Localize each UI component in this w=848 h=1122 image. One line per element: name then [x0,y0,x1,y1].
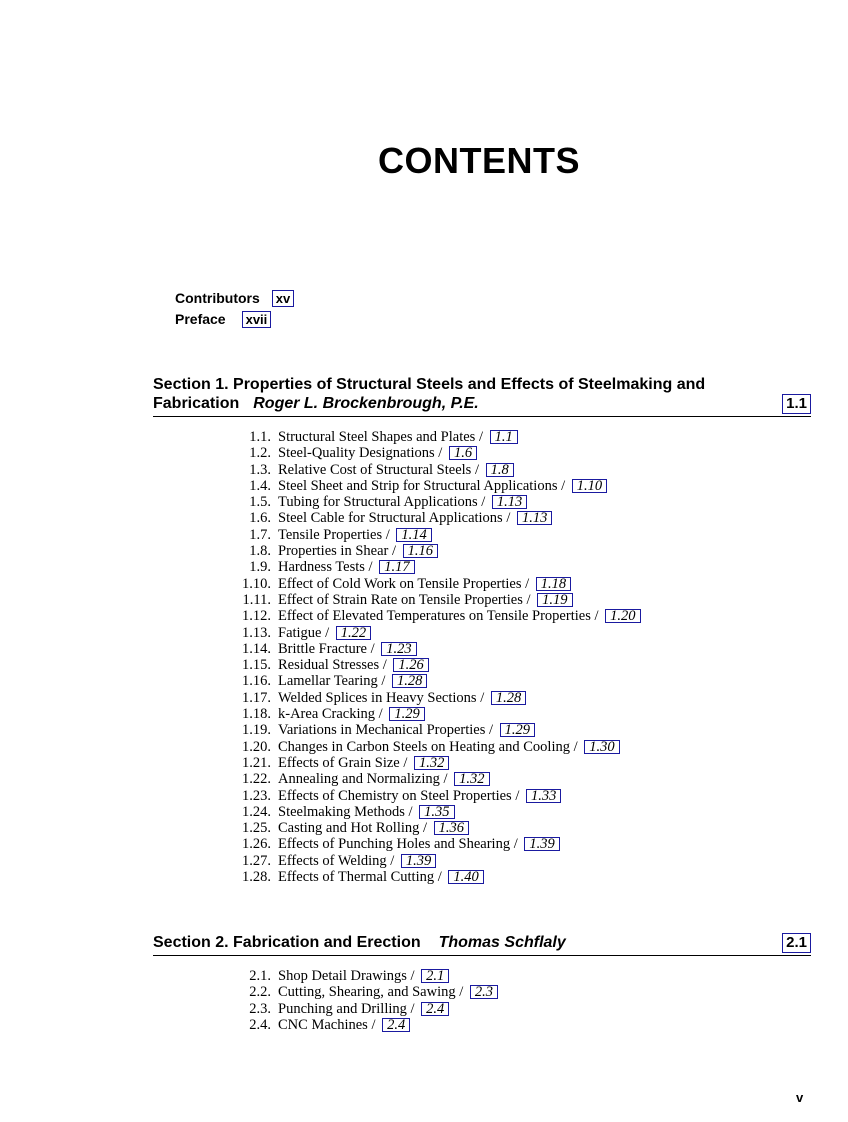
page-link-text: 1.23 [386,640,412,657]
toc-entry[interactable] [220,722,641,738]
page-link-text: 1.8 [490,461,509,478]
toc-entry-title: Effect of Strain Rate on Tensile Properties [278,591,523,608]
page-link-box[interactable] [393,658,428,672]
toc-entry[interactable] [220,657,641,673]
toc-separator: / [366,640,379,657]
page-link-text: 2.3 [474,984,494,1001]
page-link-text: 2.1 [426,968,445,984]
toc-separator: / [419,820,431,837]
page-link-box[interactable] [470,985,498,999]
toc-entry[interactable] [220,771,641,787]
toc-entry-number: 1.4. [249,477,271,494]
toc-entry-title: Effect of Elevated Temperatures on Tensile Properties [278,608,591,625]
section-2-entries [220,968,498,1033]
toc-entry[interactable] [220,820,641,836]
toc-separator: / [399,754,412,771]
toc-entry-number: 1.19. [242,722,271,739]
toc-separator: / [521,575,533,592]
page-link-box[interactable] [382,1018,410,1032]
page-link-box[interactable] [537,593,572,607]
toc-entry-title: Steel-Quality Designations [278,445,435,462]
toc-entry-number: 2.1. [249,968,271,984]
toc-entry-number: 1.15. [242,657,271,674]
page-link-text: 1.28 [495,689,522,706]
section-title-continued: Fabrication [153,395,240,412]
toc-separator: / [510,836,522,853]
toc-entry-title: Effects of Grain Size [278,754,400,771]
toc-separator: / [406,968,419,984]
page-link-text: 1.10 [576,477,603,494]
toc-entry[interactable] [220,804,641,820]
toc-separator: / [569,738,582,755]
page-link-text: 1.33 [530,787,557,804]
page-link-text: 1.29 [394,706,420,723]
toc-entry[interactable] [220,478,641,494]
toc-entry-number: 2.4. [249,1016,271,1033]
page-link-box[interactable] [421,969,449,983]
page-link-text: 1.28 [397,673,423,690]
toc-entry-title: k-Area Cracking [278,706,376,723]
toc-entry-title: Effects of Welding [278,852,387,869]
page-link-text: 1.22 [340,624,367,641]
toc-separator: / [377,673,390,690]
toc-entry-title: Changes in Carbon Steels on Heating and Cooling [278,738,570,755]
toc-entry-title: Effects of Chemistry on Steel Properties [278,787,512,804]
page-link-box[interactable] [336,626,371,640]
page-link-text: 1.19 [542,591,568,608]
toc-entry-number: 1.13. [242,624,271,641]
toc-separator: / [485,722,497,739]
toc-entry-title: Tensile Properties [278,526,383,543]
toc-entry-title: Punching and Drilling [278,1000,407,1017]
toc-entry-title: Steel Sheet and Strip for Structural Applications [278,477,558,494]
toc-separator: / [471,461,483,478]
toc-entry-number: 1.25. [242,820,271,837]
toc-entry-title: Residual Stresses [278,657,380,674]
toc-entry-number: 1.12. [242,608,271,625]
page-link-text: 1.18 [540,575,567,592]
toc-separator: / [382,526,394,543]
toc-entry-number: 1.23. [242,787,271,804]
toc-entry[interactable] [220,853,641,869]
toc-entry-number: 1.27. [242,852,271,869]
toc-entry-title: Structural Steel Shapes and Plates [278,429,476,445]
toc-entry-title: Annealing and Normalizing [278,771,440,788]
toc-entry-title: Properties in Shear [278,543,389,560]
toc-entry-number: 1.2. [249,445,271,462]
page-link-text: 1.39 [529,836,555,853]
page-link-text: 2.4 [426,1000,445,1017]
page-link-box[interactable] [381,642,416,656]
toc-separator: / [502,510,514,527]
page-number: v [796,1090,804,1105]
toc-separator: / [434,445,446,462]
section-2-heading [153,933,811,952]
toc-entry-number: 1.10. [242,575,271,592]
toc-entry-title: Relative Cost of Structural Steels [278,461,472,478]
toc-entry[interactable] [220,510,641,526]
toc-entry[interactable] [220,673,641,689]
toc-entry[interactable] [220,968,498,984]
page-link-box[interactable] [392,674,427,688]
toc-separator: / [367,1016,380,1033]
toc-separator: / [434,869,446,886]
page-link-box[interactable] [434,821,469,835]
toc-entry[interactable] [220,690,641,706]
page-title: CONTENTS [378,140,580,181]
page-link-box[interactable] [490,430,518,444]
page-link-box[interactable] [524,837,559,851]
toc-separator: / [439,771,452,788]
toc-entry-title: Cutting, Shearing, and Sawing [278,984,456,1001]
toc-separator: / [475,429,487,445]
toc-entry[interactable] [220,576,641,592]
page-link-text: 1.13 [521,510,548,527]
toc-entry-number: 1.22. [242,771,271,788]
page-link-box[interactable] [526,789,561,803]
page-link-text: 1.32 [459,771,485,788]
page-link-box[interactable] [448,870,483,884]
toc-entry[interactable] [220,706,641,722]
page-link-text: 1.32 [419,754,445,771]
toc-entry-number: 1.1. [249,429,271,445]
page-link-text: 2.4 [387,1016,406,1033]
toc-entry-title: Shop Detail Drawings [278,968,407,984]
toc-entry[interactable] [220,494,641,510]
toc-entry[interactable] [220,445,641,461]
page-link-text: 1.17 [384,559,410,576]
toc-entry[interactable] [220,869,641,885]
toc-entry-number: 1.20. [242,738,271,755]
page-link-box[interactable] [500,723,535,737]
toc-entry-number: 1.5. [249,494,271,511]
page-link-box[interactable] [449,446,477,460]
front-matter-contributors[interactable] [175,290,294,306]
page-link-box[interactable] [491,691,526,705]
toc-entry-title: Lamellar Tearing [278,673,378,690]
page-link-text: 1.26 [398,657,424,674]
toc-entry[interactable] [220,625,641,641]
page-link-text: 1.1 [494,429,513,445]
toc-entry-number: 1.17. [242,689,271,706]
section-rule [153,416,811,417]
section-rule [153,955,811,956]
toc-separator: / [379,657,391,674]
toc-entry[interactable] [220,1001,498,1017]
page-link-box[interactable]: xv [272,290,294,307]
toc-entry-title: Steel Cable for Structural Applications [278,510,503,527]
toc-separator: / [476,689,488,706]
toc-entry-title: Hardness Tests [278,559,365,576]
page-link-box[interactable] [421,1002,449,1016]
toc-separator: / [477,494,489,511]
toc-entry-title: Brittle Fracture [278,640,367,657]
toc-entry[interactable] [220,527,641,543]
toc-entry-number: 1.28. [242,869,271,886]
page-link-text: 1.20 [610,608,636,625]
page-link-text: 1.13 [496,494,523,511]
toc-entry[interactable] [220,608,641,624]
page-link-box[interactable] [536,577,571,591]
toc-entry-number: 1.9. [249,559,271,576]
toc-separator: / [404,803,417,820]
toc-entry-title: Effects of Thermal Cutting [278,869,435,886]
section-1-heading [153,375,811,413]
section-1-entries [220,429,641,885]
toc-separator: / [406,1000,419,1017]
toc-separator: / [590,608,603,625]
toc-entry-number: 1.18. [242,706,271,723]
toc-entry-title: Effects of Punching Holes and Shearing [278,836,511,853]
toc-entry[interactable] [220,984,498,1000]
page-link-text: 1.14 [401,526,427,543]
page-link-box[interactable] [419,805,454,819]
section-author: Thomas Schflaly [438,934,566,951]
toc-separator: / [522,591,535,608]
section-page-link[interactable]: 1.1 [782,394,811,414]
page-link-text: 1.16 [407,543,433,560]
toc-entry-number: 1.6. [249,510,271,527]
toc-entry-title: CNC Machines [278,1016,368,1033]
front-matter-label: Contributors [175,290,260,306]
toc-entry-title: Effect of Cold Work on Tensile Properties [278,575,522,592]
page-link-box[interactable] [517,511,552,525]
page-link-text: 1.36 [438,820,465,837]
page-link-box[interactable] [414,756,449,770]
page-link-box[interactable] [454,772,489,786]
page-link-box[interactable] [605,609,640,623]
toc-entry-title: Fatigue [278,624,322,641]
toc-separator: / [386,852,398,869]
toc-entry[interactable] [220,462,641,478]
toc-entry-number: 2.2. [249,984,271,1001]
toc-entry-number: 1.16. [242,673,271,690]
page-link-box[interactable] [572,479,607,493]
section-page-link[interactable]: 2.1 [782,933,811,953]
toc-entry-title: Welded Splices in Heavy Sections [278,689,477,706]
front-matter-preface[interactable] [175,311,271,327]
toc-entry[interactable] [220,429,641,445]
toc-entry-title: Casting and Hot Rolling [278,820,420,837]
toc-entry[interactable] [220,641,641,657]
toc-separator: / [557,477,569,494]
toc-entry[interactable] [220,739,641,755]
page-link-box[interactable] [379,560,414,574]
toc-entry[interactable] [220,836,641,852]
toc-separator: / [388,543,400,560]
toc-entry-number: 1.11. [242,591,271,608]
toc-entry-number: 1.7. [249,526,271,543]
toc-separator: / [364,559,377,576]
toc-entry[interactable] [220,559,641,575]
toc-separator: / [375,706,387,723]
page-link-box[interactable] [584,740,619,754]
page-link-text: 1.40 [453,869,479,886]
toc-separator: / [321,624,333,641]
toc-entry[interactable] [220,1017,498,1033]
toc-entry[interactable] [220,543,641,559]
section-title: Section 2. Fabrication and Erection [153,934,421,951]
page-link-box[interactable] [389,707,424,721]
toc-entry-title: Tubing for Structural Applications [278,494,478,511]
page-link-box[interactable] [492,495,527,509]
page-link-box[interactable] [396,528,431,542]
toc-entry-number: 1.26. [242,836,271,853]
page-link-box[interactable]: xvii [242,311,272,328]
toc-entry[interactable] [220,755,641,771]
toc-entry-title: Steelmaking Methods [278,803,405,820]
toc-entry-number: 1.21. [242,754,271,771]
page-link-text: 1.29 [504,722,531,739]
toc-entry-number: 1.14. [242,640,271,657]
page-link-box[interactable] [403,544,438,558]
front-matter-label: Preface [175,311,226,327]
toc-entry[interactable] [220,592,641,608]
toc-entry-title: Variations in Mechanical Properties [278,722,486,739]
section-title: Section 1. Properties of Structural Steels and Effects of Steelmaking and [153,376,706,393]
page-link-text: 1.35 [424,803,450,820]
toc-separator: / [511,787,523,804]
toc-entry[interactable] [220,788,641,804]
section-author: Roger L. Brockenbrough, P.E. [253,395,479,412]
toc-separator: / [455,984,467,1001]
page-link-box[interactable] [486,463,514,477]
toc-entry-number: 1.3. [249,461,271,478]
page-link-text: 1.6 [453,445,473,462]
page-link-box[interactable] [401,854,436,868]
page-link-text: 1.39 [405,852,432,869]
toc-entry-number: 1.8. [249,543,271,560]
page-link-text: 1.30 [589,738,615,755]
toc-entry-number: 2.3. [249,1000,271,1017]
toc-entry-number: 1.24. [242,803,271,820]
